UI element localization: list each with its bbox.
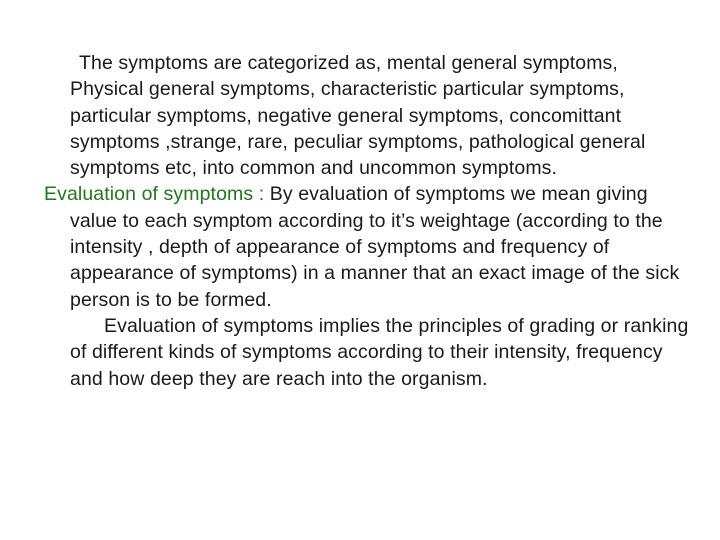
evaluation-term: Evaluation of symptoms : [44, 183, 265, 206]
evaluation-definition-paragraph [44, 181, 694, 312]
grading-principles-paragraph: Evaluation of symptoms implies the principles of grading or ranking of different kinds of symptoms according to their intensity, frequency and how deep they are reach into the organism. [70, 314, 689, 390]
evaluation-definition-text: By evaluation of symptoms we mean giving value to each symptom according to it’s weightage (according to the intensity , depth of appearance of symptoms and frequency of appearance of symptoms) in a manner that an exact image of the sick person is to be formed. [70, 183, 680, 311]
slide-body [44, 50, 694, 392]
symptom-categories-paragraph: The symptoms are categorized as, mental general symptoms, Physical general symptoms, characteristic particular symptoms, particular symptoms, negative general symptoms, concomittant symptoms ,strange, rare, peculiar symptoms, pathological general symptoms etc, into common and uncommon symptoms. [70, 52, 646, 180]
